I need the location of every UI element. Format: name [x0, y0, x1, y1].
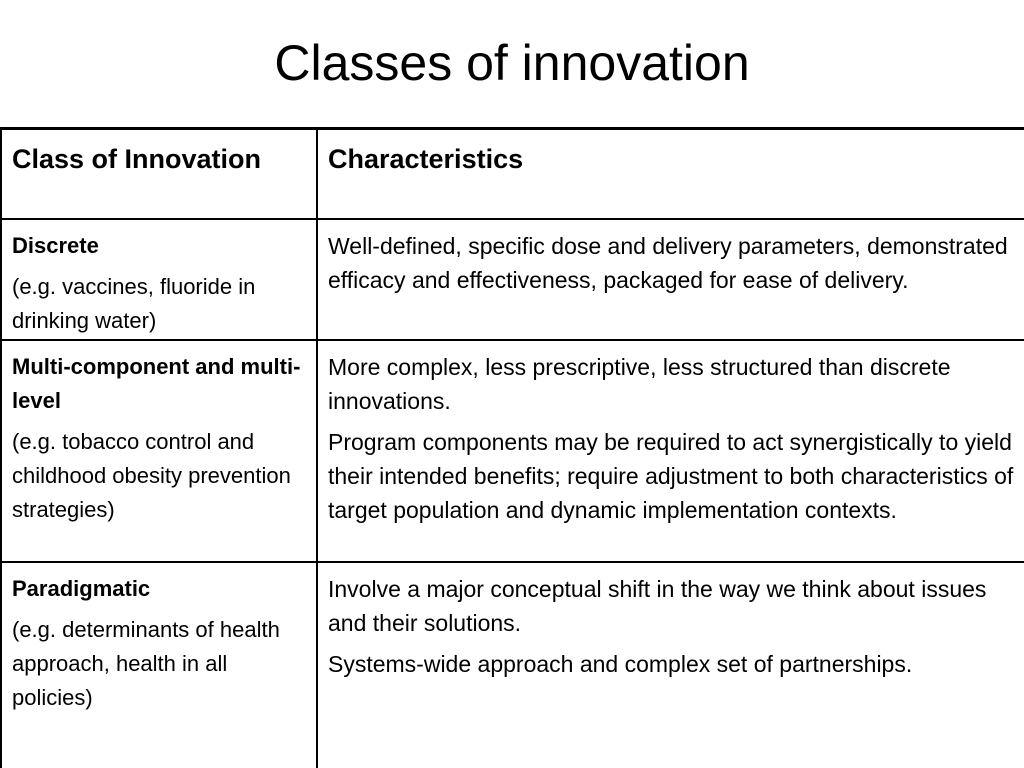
table-row-discrete: [1, 219, 1024, 340]
characteristic-text: More complex, less prescriptive, less structured than discrete innovations.: [328, 353, 951, 414]
class-name: Discrete: [12, 232, 99, 258]
class-name: Multi-component and multi-level: [12, 353, 301, 413]
table-row-multi-component: [1, 340, 1024, 562]
class-example: (e.g. tobacco control and childhood obesity prevention strategies): [12, 428, 291, 522]
header-characteristics: [317, 129, 1024, 219]
class-name: Paradigmatic: [12, 575, 151, 601]
header-class-of-innovation: [1, 129, 317, 219]
class-cell: [1, 219, 317, 340]
innovation-classes-table: [0, 127, 1024, 768]
characteristic-text: Involve a major conceptual shift in the way we think about issues and their solutions.: [328, 575, 987, 636]
header-class-label: Class of Innovation: [12, 144, 262, 174]
class-example: (e.g. vaccines, fluoride in drinking water): [12, 273, 256, 333]
characteristic-text: Systems-wide approach and complex set of partnerships.: [328, 650, 913, 677]
characteristic-text: Program components may be required to act synergistically to yield their intended benefits; require adjustment to both characteristics of target population and dynamic implementation contexts.: [328, 428, 1014, 523]
class-cell: [1, 340, 317, 562]
characteristic-text: Well-defined, specific dose and delivery parameters, demonstrated efficacy and effectiveness, packaged for ease of delivery.: [328, 232, 1008, 293]
slide-title: Classes of innovation: [274, 35, 750, 91]
characteristics-cell: [317, 340, 1024, 562]
class-cell: [1, 562, 317, 768]
table-header-row: [1, 129, 1024, 219]
class-example: (e.g. determinants of health approach, health in all policies): [12, 616, 280, 710]
characteristics-cell: [317, 562, 1024, 768]
characteristics-cell: [317, 219, 1024, 340]
header-characteristics-label: Characteristics: [328, 144, 524, 174]
table-row-paradigmatic: [1, 562, 1024, 768]
